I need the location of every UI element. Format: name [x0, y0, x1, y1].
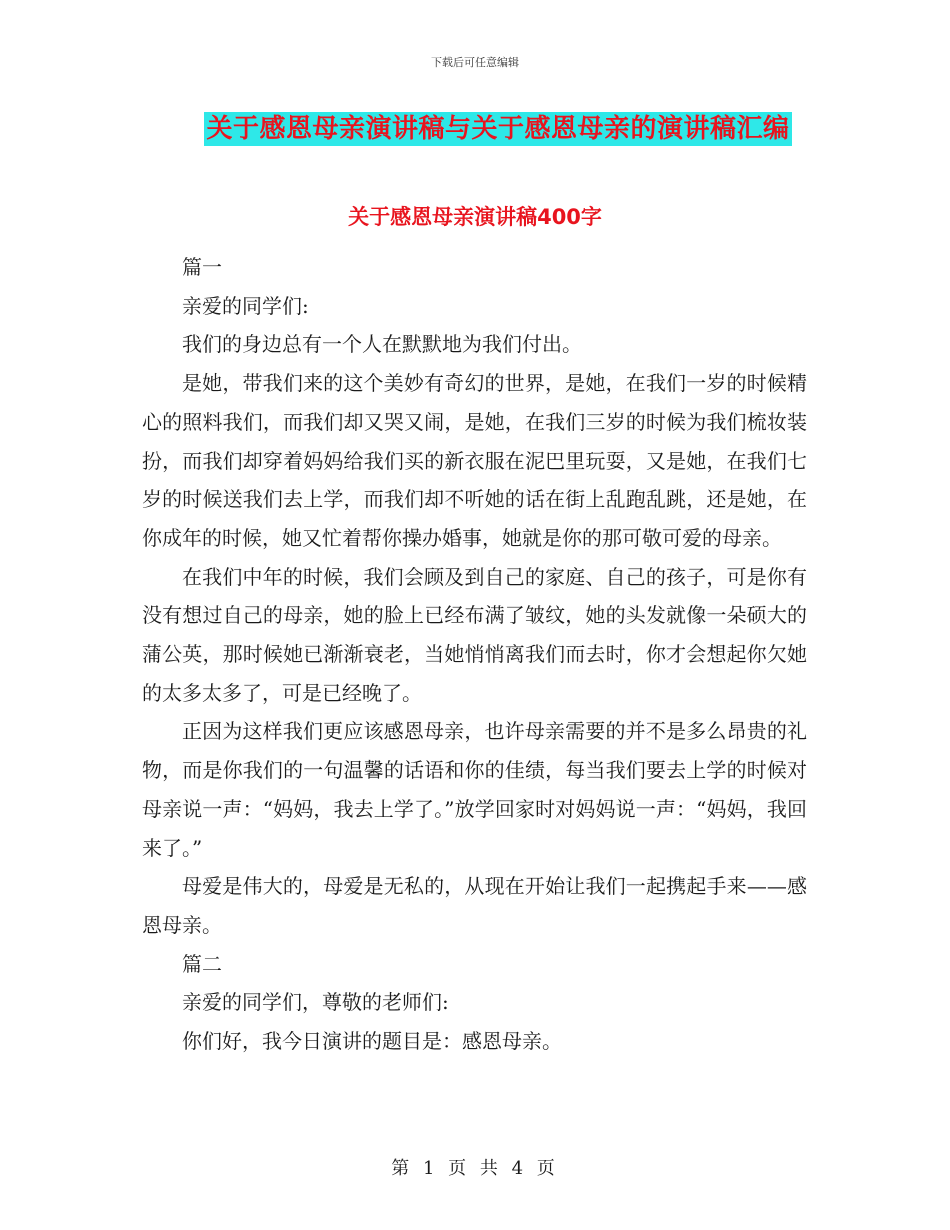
salutation-2: 亲爱的同学们，尊敬的老师们: [182, 990, 449, 1015]
section-subtitle: 关于感恩母亲演讲稿400字 [348, 205, 602, 229]
paragraph: 在我们中年的时候，我们会顾及到自己的家庭、自己的孩子，可是你有没有想过自己的母亲，她的脸上已经布满了皱纹，她的头发就像一朵硕大的蒲公英，那时候她已渐渐衰老，当她悄悄离我们而去时，你才会想起你欠她的太多太多了，可是已经晚了。 [142, 564, 807, 705]
paragraph: 你们好，我今日演讲的题目是：感恩母亲。 [182, 1029, 562, 1054]
header-note: 下载后可任意编辑 [431, 56, 519, 69]
main-title-container [0, 112, 950, 146]
salutation-1: 亲爱的同学们: [182, 293, 309, 318]
section-label-2: 篇二 [182, 951, 222, 976]
section-label-1: 篇一 [182, 255, 222, 279]
page-number-footer: 第 1 页 共 4 页 [391, 1158, 559, 1179]
main-title: 关于感恩母亲演讲稿与关于感恩母亲的演讲稿汇编 [206, 114, 790, 144]
paragraph: 是她，带我们来的这个美妙有奇幻的世界，是她，在我们一岁的时候精心的照料我们，而我们却又哭又闹，是她，在我们三岁的时候为我们梳妆装扮，而我们却穿着妈妈给我们买的新衣服在泥巴里玩耍，又是她，在我们七岁的时候送我们去上学，而我们却不听她的话在街上乱跑乱跳，还是她，在你成年的时候，她又忙着帮你操办婚事，她就是你的那可敬可爱的母亲。 [142, 371, 807, 550]
paragraph: 我们的身边总有一个人在默默地为我们付出。 [182, 332, 582, 357]
paragraph: 母爱是伟大的，母爱是无私的，从现在开始让我们一起携起手来——感恩母亲。 [142, 874, 807, 937]
paragraph: 正因为这样我们更应该感恩母亲，也许母亲需要的并不是多么昂贵的礼物，而是你我们的一句温馨的话语和你的佳绩，每当我们要去上学的时候对母亲说一声：“妈妈，我去上学了。”放学回家时对妈妈说一声：“妈妈，我回来了。” [142, 719, 807, 860]
document-body [142, 248, 807, 1061]
